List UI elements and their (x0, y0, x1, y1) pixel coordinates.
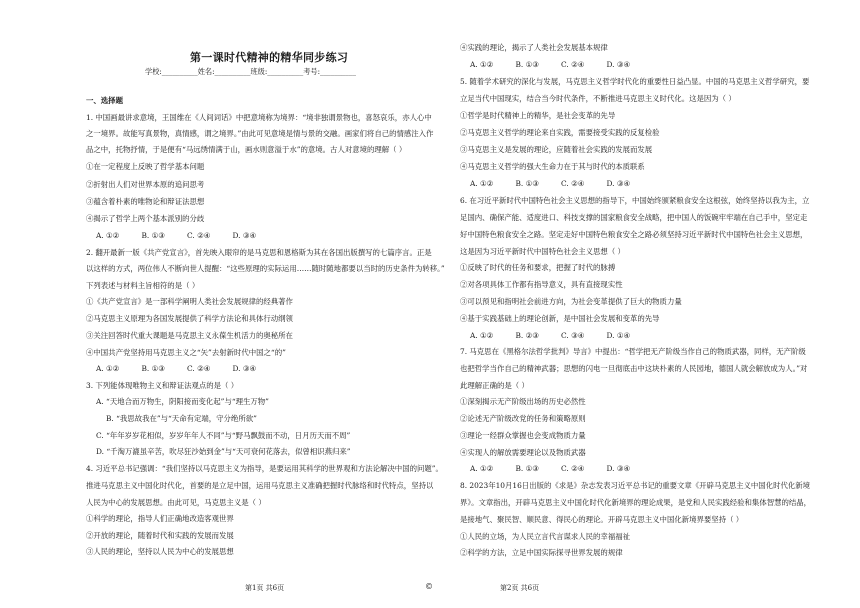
left-text-line: D. “千淘万漉虽辛苦，吹尽狂沙始到金”与“天可衰何花落去，似曾相识燕归来” (96, 447, 351, 456)
right-text-line: 这是因为习近平新时代中国特色社会主义思想（ ） (460, 247, 625, 256)
right-text-line: ②论述无产阶级改党的任务和策略原则 (460, 414, 586, 423)
right-text-line: ④实现人的解放需要理论以及物质武器 (460, 448, 586, 457)
left-text-line: 推进马克思主义中国化时代化，首要的是立足中国，运用马克思主义准确把握时代脉络和时代特点，坚持以 (86, 481, 434, 490)
left-text-line: ③蕴含着朴素的唯物论和辩证法思想 (86, 197, 205, 206)
right-text-line: A. ①② B. ②③ C. ③④ D. ①④ (470, 331, 631, 340)
right-text-line: ②科学的方法，立足中国实际探寻世界发展的规律 (460, 548, 623, 557)
right-text-line: 立足当代中国现实，结合当今时代条件，不断推进马克思主义时代化。这是因为（ ） (460, 94, 736, 103)
left-text-line: A. ①② B. ①③ C. ②④ D. ③④ (96, 231, 257, 240)
right-text-line: ②马克思主义哲学的理论来自实践，需要接受实践的反复检验 (460, 128, 660, 137)
left-text-line: 人民为中心的发展思想。由此可见，马克思主义是（ ） (86, 498, 266, 507)
left-text-line: A. “天地合而万物生，阴阳接而变化起”与“理生万物” (96, 397, 269, 406)
left-text-line: 3. 下列能体现唯物主义和辩证法观点的是（ ） (86, 381, 239, 390)
left-text-line: 4. 习近平总书记强调：“我们坚持以马克思主义为指导，是要运用其科学的世界观和方法论解决中国的问题”。 (86, 464, 443, 473)
page-title: 第一课时代精神的精华同步练习 (190, 51, 349, 64)
right-text-line: ③理论一经群众掌握也会变成物质力量 (460, 431, 586, 440)
right-text-line: ④马克思主义哲学的强大生命力在于其与时代的本质联系 (460, 162, 645, 171)
right-text-line: ④实践的理论，揭示了人类社会发展基本规律 (460, 43, 608, 52)
right-text-line: A. ①② B. ①③ C. ②④ D. ③④ (470, 179, 631, 188)
right-text-line: 8. 2023年10月16日出版的《求是》杂志发表习近平总书记的重要文章《开辟马克思主义中国化时代化新境 (460, 481, 811, 490)
left-text-line: B. “我思故我在”与“天命有定端，守分绝所欲” (106, 414, 257, 423)
left-text-line: 以这样的方式，两位伟人不断向世人提醒：“这些原理的实际运用……随时随地都要以当时的历史条件为转移。” (86, 264, 445, 273)
left-text-line: 一、选择题 (86, 96, 123, 105)
right-text-line: 6. 在习近平新时代中国特色社会主义思想的指导下，中国始终颁紧粮食安全这根弦，始终坚持以我为主，立 (460, 196, 810, 205)
right-text-line: 5. 随着学术研究的深化与发展，马克思主义哲学时代化的重要性日益凸显。中国的马克思主义哲学研究，要 (460, 77, 810, 86)
left-text-line: C. “年年岁岁花相似，岁岁年年人不同”与“野马飘鼓而不动，日月历天而不周” (96, 431, 351, 440)
left-text-line: 2. 翻开最新一版《共产党宣言》，首先映入眼帘的是马克思和恩格斯为其在各国出版撰写的七篇序言。正是 (86, 248, 432, 257)
left-text-line: 1. 中国画最讲求意境，王国维在《人间词话》中把意境称为境界：“境非独谓景物也，喜怒哀乐，亦人心中 (86, 113, 432, 122)
right-text-line: 7. 马克思在《黑格尔法哲学批判》导言》中提出：“哲学把无产阶级当作自己的物质武器，同样，无产阶级 (460, 347, 806, 356)
right-text-line: ④基于实践基础上的理论创新，是中国社会发展和变革的先导 (460, 314, 660, 323)
left-text-line: ④中国共产党坚持用马克思主义之“矢”去射新时代中国之“的” (86, 348, 286, 357)
right-text-line: A. ①② B. ①③ C. ②④ D. ③④ (470, 60, 631, 69)
right-text-line: ①哲学是时代精神上的精华，是社会变革的先导 (460, 111, 616, 120)
left-text-line: ④揭示了哲学上两个基本派别的分歧 (86, 214, 205, 223)
right-text-line: ①反映了时代的任务和要求，把握了时代的脉搏 (460, 263, 616, 272)
left-text-line: ②折射出人们对世界本原的追问思考 (86, 180, 205, 189)
right-text-line: ②对各项具体工作都有指导意义，具有直接现实性 (460, 280, 623, 289)
right-text-line: 此理解正确的是（ ） (460, 381, 529, 390)
left-text-line: ①《共产党宣言》是一部科学阐明人类社会发展规律的经典著作 (86, 297, 293, 306)
left-text-line: 下列表述与材料主旨相符的是（ ） (86, 281, 200, 290)
right-text-line: 界》。文章指出，开辟马克思主义中国化时代化新境界的理论成果，是党和人民实践经验和集体智慧的结晶， (460, 498, 812, 507)
copyright-mark: © (425, 582, 433, 591)
right-text-line: A. ①② B. ①③ C. ②④ D. ③④ (470, 464, 631, 473)
page-footer-left: 第1页 共6页 (245, 584, 285, 592)
right-text-line: ①人民的立场，为人民立言代言谋求人民的幸福福祉 (460, 532, 630, 541)
right-text-line: ③可以预见和指明社会前进方向，为社会变革提供了巨大的物质力量 (460, 297, 682, 306)
student-info-line: 学校:__________姓名:__________班级:__________考号:__________ (145, 67, 356, 76)
left-text-line: ③关注回答时代重大课题是马克思主义永葆生机活力的奥秘所在 (86, 331, 293, 340)
page-footer-right: 第2页 共6页 (500, 584, 540, 592)
left-text-line: 之一境界。故能写真景物，真情感，谓之境界。”由此可见意境是情与景的交融。画家们将自己的情感注入作 (86, 129, 434, 138)
right-text-line: 足国内、确保产能、适度进口、科技支撑的国家粮食安全战略，把中国人的饭碗牢牢端在自己手中，坚定走 (460, 213, 808, 222)
right-text-line: ①深刻揭示无产阶级出场的历史必然性 (460, 397, 586, 406)
left-text-line: ②马克思主义原理为各国发展提供了科学方法论和具体行动纲领 (86, 314, 293, 323)
left-text-line: ①科学的理论，指导人们正确地改造客观世界 (86, 514, 234, 523)
left-text-line: 品之中，托物抒情，于是便有“马远绣情满于山，画水则意溢于水”的意境。古人对意境的理解（ ） (86, 145, 407, 154)
right-text-line: 也把哲学当作自己的精神武器；思想的闪电一旦彻底击中这块朴素的人民园地，德国人就会解放成为人。”对 (460, 364, 808, 373)
right-text-line: ③马克思主义是发展的理论，应随着社会实践的发展而发展 (460, 145, 653, 154)
right-text-line: 是接地气、聚民智、顺民意、得民心的理论。开辟马克思主义中国化新境界要坚持（ ） (460, 515, 744, 524)
right-text-line: 好中国特色粮食安全之路。坚定走好中国特色粮食安全之路必须坚持习近平新时代中国特色社会主义思想， (460, 230, 808, 239)
left-text-line: ③人民的理论，坚持以人民为中心的发展思想 (86, 547, 234, 556)
left-text-line: A. ①② B. ①③ C. ②④ D. ③④ (96, 364, 257, 373)
left-text-line: ①在一定程度上反映了哲学基本问题 (86, 162, 205, 171)
left-text-line: ②开放的理论，随着时代和实践的发展而发展 (86, 531, 234, 540)
